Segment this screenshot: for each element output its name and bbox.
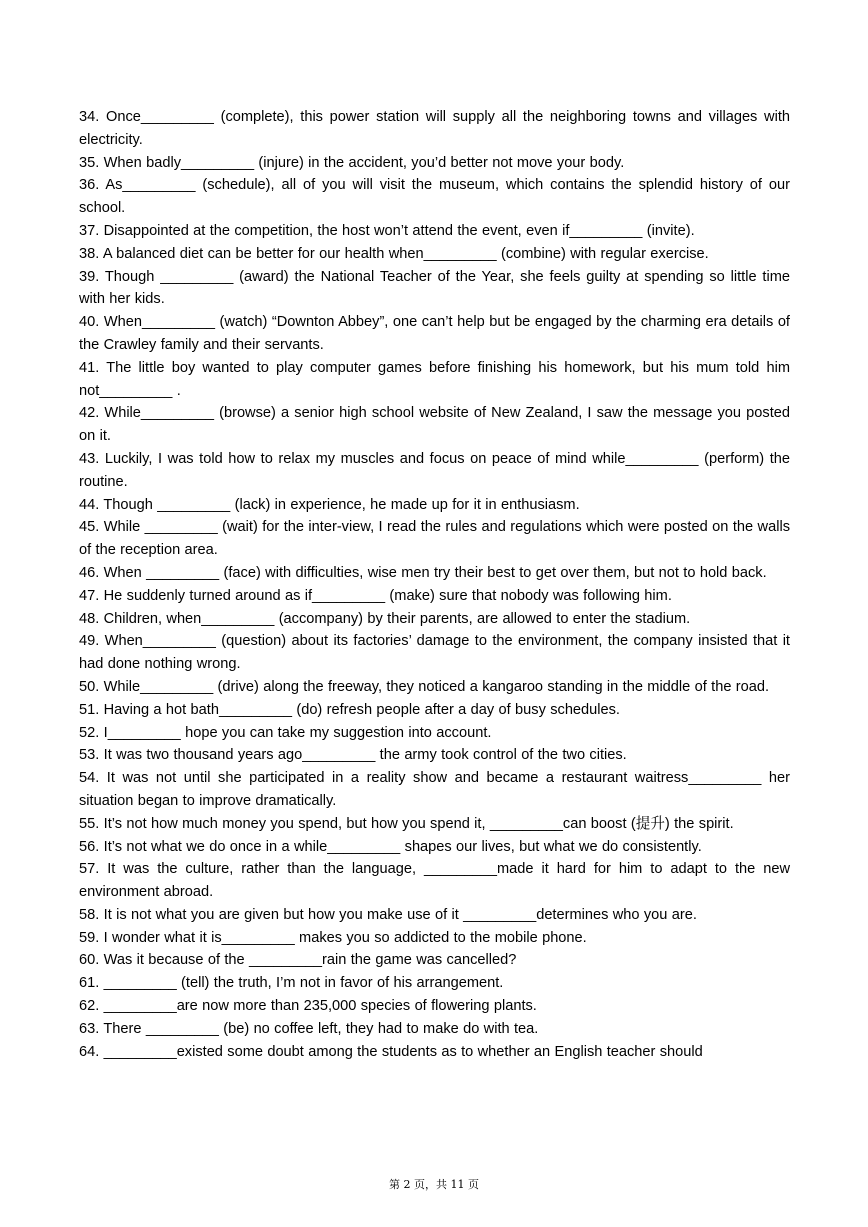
question-64: 64. _________existed some doubt among the students as to whether an English teacher should [79,1043,703,1060]
question-57: 57. It was the culture, rather than the language, _________made it hard for him to adapt to the new environment abroad. [79,861,790,901]
question-48: 48. Children, when_________ (accompany) by their parents, are allowed to enter the stadium. [79,610,691,627]
question-59: 59. I wonder what it is_________ makes you so addicted to the mobile phone. [79,929,587,946]
question-53: 53. It was two thousand years ago_________ the army took control of the two cities. [79,747,627,764]
question-61: 61. _________ (tell) the truth, I’m not in favor of his arrangement. [79,975,504,992]
question-35: 35. When badly_________ (injure) in the accident, you’d better not move your body. [79,154,625,171]
question-list [79,106,790,1063]
page-footer: 第 2 页，共 11 页 [389,1178,479,1191]
question-39: 39. Though _________ (award) the National Teacher of the Year, she feels guilty at spending so little time with her kids. [79,268,790,308]
question-42: 42. While_________ (browse) a senior high school website of New Zealand, I saw the message you posted on it. [79,405,790,445]
question-58: 58. It is not what you are given but how you make use of it _________determines who you are. [79,906,697,923]
question-46: 46. When _________ (face) with difficulties, wise men try their best to get over them, but not to hold back. [79,564,767,581]
question-36: 36. As_________ (schedule), all of you will visit the museum, which contains the splendid history of our school. [79,177,790,217]
question-44: 44. Though _________ (lack) in experience, he made up for it in enthusiasm. [79,496,580,513]
question-34: 34. Once_________ (complete), this power station will supply all the neighboring towns and villages with electricity. [79,109,790,148]
question-56: 56. It’s not what we do once in a while_________ shapes our lives, but what we do consistently. [79,838,702,855]
question-41: 41. The little boy wanted to play computer games before finishing his homework, but his mum told him not_________ . [79,359,790,399]
question-50: 50. While_________ (drive) along the freeway, they noticed a kangaroo standing in the middle of the road. [79,678,770,695]
question-54: 54. It was not until she participated in a reality show and became a restaurant waitress_________ her situation began to improve dramatically. [79,770,790,809]
question-38: 38. A balanced diet can be better for our health when_________ (combine) with regular exercise. [79,245,709,262]
question-40: 40. When_________ (watch) “Downton Abbey”, one can’t help but be engaged by the charming era details of the Crawley family and their servants. [79,314,790,353]
question-60: 60. Was it because of the _________rain the game was cancelled? [79,952,517,969]
question-55: 55. It’s not how much money you spend, but how you spend it, _________can boost (提升) the spirit. [79,815,734,832]
question-51: 51. Having a hot bath_________ (do) refresh people after a day of busy schedules. [79,701,620,718]
question-52: 52. I_________ hope you can take my suggestion into account. [79,724,492,741]
question-43: 43. Luckily, I was told how to relax my muscles and focus on peace of mind while_________ (perform) the routine. [79,450,790,490]
question-63: 63. There _________ (be) no coffee left, they had to make do with tea. [79,1020,539,1037]
question-49: 49. When_________ (question) about its factories’ damage to the environment, the company insisted that it had done nothing wrong. [79,633,790,673]
question-62: 62. _________are now more than 235,000 species of flowering plants. [79,998,537,1015]
question-45: 45. While _________ (wait) for the inter-view, I read the rules and regulations which were posted on the walls of the reception area. [79,519,790,559]
question-37: 37. Disappointed at the competition, the host won’t attend the event, even if_________ (invite). [79,222,695,239]
question-47: 47. He suddenly turned around as if_________ (make) sure that nobody was following him. [79,587,672,604]
